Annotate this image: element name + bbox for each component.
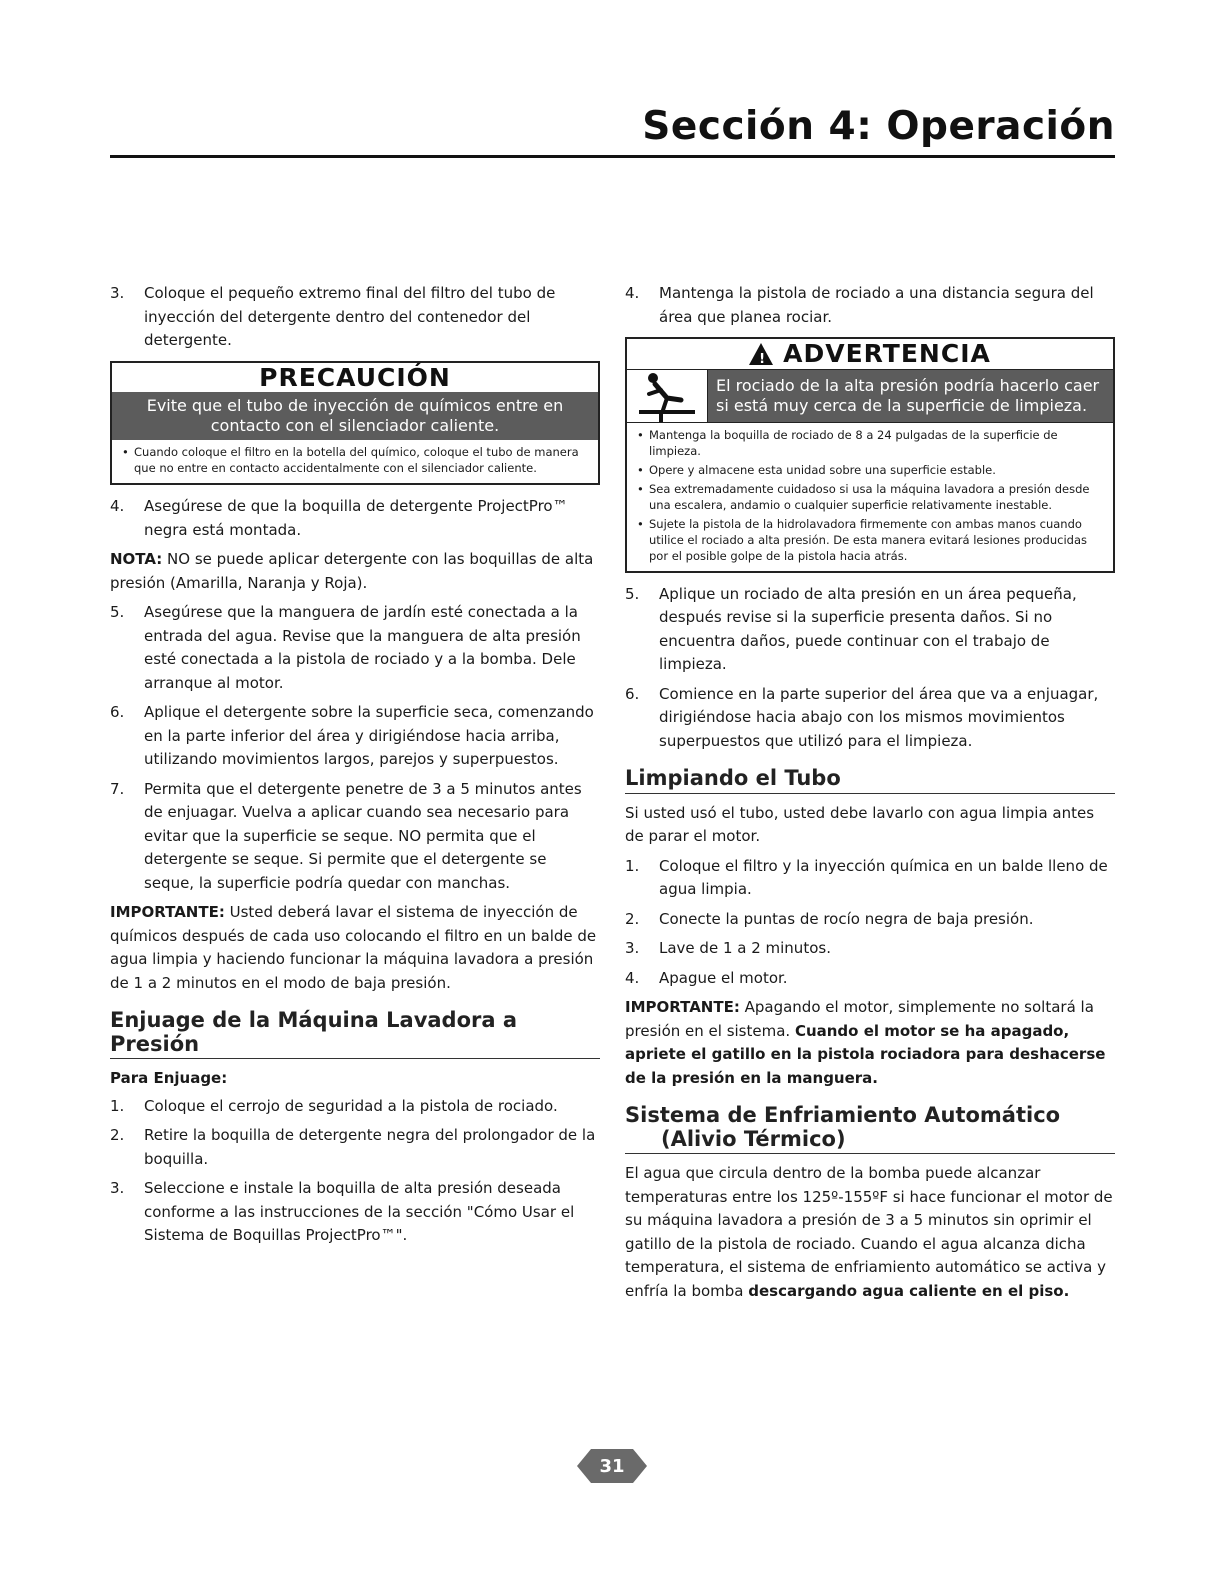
warning-banner: El rociado de la alta presión podría hacerlo caer si está muy cerca de la superficie de limpieza. [708, 370, 1113, 422]
step-text: Permita que el detergente penetre de 3 a 5 minutos antes de enjuagar. Vuelva a aplicar cuando sea necesario para evitar que la superficie se seque. NO permita que el detergente se seque. Si permite que el detergente se seque, la superficie podría quedar con manchas. [144, 779, 582, 892]
cooling-paragraph [625, 1162, 1115, 1303]
cooling-text: El agua que circula dentro de la bomba puede alcanzar temperaturas entre los 125º-155ºF si hace funcionar el motor de su máquina lavadora a presión de 3 a 5 minutos sin oprimir el gatillo de la pistola de rociado. Cuando el agua alcanza dicha temperatura, el sistema de enfriamiento automático se activa y enfría la bomba [625, 1164, 1113, 1300]
warning-title: ADVERTENCIA [783, 339, 991, 368]
step-text: Comience en la parte superior del área que va a enjuagar, dirigiéndose hacia abajo con los mismos movimientos superpuestos que utilizó para el limpieza. [659, 684, 1099, 750]
step-text: Aplique el detergente sobre la superficie seca, comenzando en la parte inferior del área y dirigiéndose hacia arriba, utilizando movimientos largos, parejos y superpuestos. [144, 703, 594, 768]
left-column [110, 282, 600, 1254]
step-item [110, 1177, 600, 1248]
tube-heading: Limpiando el Tubo [625, 767, 1115, 794]
important-text: Usted deberá lavar el sistema de inyección de químicos después de cada uso colocando el filtro en un balde de agua limpia y haciendo funcionar la máquina lavadora a presión de 1 a 2 minutos en el modo de baja presión. [110, 903, 597, 992]
step-item [625, 583, 1115, 677]
step-number: 1. [110, 1096, 125, 1115]
step-item [625, 967, 1115, 991]
step-item [625, 282, 1115, 329]
step-text: Seleccione e instale la boquilla de alta presión deseada conforme a las instrucciones de la sección "Cómo Usar el Sistema de Boquillas ProjectPro™". [144, 1179, 575, 1244]
note-paragraph [110, 548, 600, 595]
step-item [110, 1124, 600, 1171]
important-bold-text: Cuando el motor se ha apagado, apriete el gatillo en la pistola rociadora para deshacerse de la presión en la manguera. [625, 1021, 1106, 1087]
list-item [635, 427, 1105, 459]
caution-list [112, 440, 598, 483]
step-number: 3. [110, 1179, 125, 1197]
step-number: 6. [625, 684, 640, 703]
step-item [110, 282, 600, 353]
step-item [110, 1095, 600, 1119]
note-text: NO se puede aplicar detergente con las boquillas de alta presión (Amarilla, Naranja y Roja). [110, 550, 594, 592]
section-title: Sección 4: Operación [642, 104, 1115, 149]
step-number: 2. [625, 909, 640, 928]
step-text: Asegúrese que la manguera de jardín esté conectada a la entrada del agua. Revise que la manguera de alta presión esté conectada a la pistola de rociado y a la bomba. Dele arranque al motor. [144, 603, 581, 692]
step-text: Lave de 1 a 2 minutos. [659, 939, 831, 957]
important-paragraph [110, 901, 600, 995]
step-item [625, 683, 1115, 754]
step-item [110, 601, 600, 695]
note-label: NOTA: [110, 550, 163, 568]
important-label: IMPORTANTE: [625, 998, 740, 1016]
falling-person-icon [627, 370, 708, 422]
warning-list [627, 423, 1113, 571]
step-text: Aplique un rociado de alta presión en un área pequeña, después revise si la superficie presenta daños. Si no encuentra daños, puede continuar con el trabajo de limpieza. [659, 584, 1077, 673]
list-item-text: Cuando coloque el filtro en la botella del químico, coloque el tubo de manera que no entre en contacto accidentalmente con el silenciador caliente. [134, 445, 579, 475]
step-number: 1. [625, 856, 640, 875]
step-text: Apague el motor. [659, 968, 788, 987]
warning-header [627, 339, 1113, 369]
rinse-subheading: Para Enjuage: [110, 1069, 228, 1087]
step-text: Asegúrese de que la boquilla de detergente ProjectPro™ negra está montada. [144, 497, 568, 539]
important-label: IMPORTANTE: [110, 903, 225, 921]
rinse-heading: Enjuage de la Máquina Lavadora a Presión [110, 1009, 600, 1059]
step-text: Coloque el pequeño extremo final del filtro del tubo de inyección del detergente dentro del contenedor del detergente. [144, 284, 556, 349]
important-text: Apagando el motor, simplemente no soltará la presión en el sistema. [625, 998, 1094, 1040]
step-number: 6. [110, 703, 125, 721]
cooling-heading [625, 1104, 1115, 1154]
bullet-icon: • [637, 462, 644, 477]
step-item [625, 937, 1115, 961]
list-item-text: Sujete la pistola de la hidrolavadora firmemente con ambas manos cuando utilice el rociado a alta presión. De esta manera evitará lesiones producidas por el posible golpe de la pistola hacia atrás. [649, 516, 1087, 563]
caution-box [110, 361, 600, 486]
step-item [110, 701, 600, 772]
list-item [635, 462, 1105, 478]
important-paragraph [625, 996, 1115, 1090]
step-number: 4. [625, 284, 640, 302]
bullet-icon: • [637, 481, 644, 496]
caution-banner: Evite que el tubo de inyección de químicos entre en contacto con el silenciador caliente. [112, 392, 598, 440]
step-number: 2. [110, 1126, 125, 1144]
warning-triangle-icon: ! [749, 343, 773, 365]
step-text: Coloque el filtro y la inyección química en un balde lleno de agua limpia. [659, 856, 1108, 898]
cooling-heading-line1: Sistema de Enfriamiento Automático [625, 1103, 1061, 1127]
list-item [120, 444, 590, 476]
step-number: 5. [110, 603, 125, 621]
bullet-icon: • [122, 445, 129, 459]
step-item [625, 908, 1115, 932]
step-item [110, 495, 600, 542]
tube-intro: Si usted usó el tubo, usted debe lavarlo con agua limpia antes de parar el motor. [625, 803, 1095, 845]
step-number: 7. [110, 779, 125, 798]
cooling-bold-text: descargando agua caliente en el piso. [748, 1281, 1070, 1300]
list-item [635, 516, 1105, 564]
bullet-icon: • [637, 516, 644, 531]
list-item-text: Opere y almacene esta unidad sobre una superficie estable. [649, 462, 996, 477]
right-column [625, 282, 1115, 1309]
bullet-icon: • [637, 427, 644, 442]
step-text: Retire la boquilla de detergente negra del prolongador de la boquilla. [144, 1126, 596, 1168]
page-number: 31 [599, 1455, 625, 1477]
warning-banner-row [627, 369, 1113, 423]
step-text: Conecte la puntas de rocío negra de baja presión. [659, 909, 1034, 928]
cooling-heading-line2: (Alivio Térmico) [661, 1126, 846, 1151]
step-item [110, 778, 600, 896]
step-number: 5. [625, 584, 640, 603]
header-rule [110, 155, 1115, 158]
warning-box [625, 337, 1115, 573]
step-number: 3. [625, 939, 640, 957]
step-number: 4. [110, 497, 125, 515]
step-text: Coloque el cerrojo de seguridad a la pistola de rociado. [144, 1096, 558, 1115]
page-number-badge [577, 1445, 647, 1487]
caution-title: PRECAUCIÓN [259, 362, 451, 392]
step-text: Mantenga la pistola de rociado a una distancia segura del área que planea rociar. [659, 284, 1094, 326]
list-item-text: Sea extremadamente cuidadoso si usa la máquina lavadora a presión desde una escalera, andamio o cualquier superficie relativamente inestable. [649, 481, 1090, 512]
list-item-text: Mantenga la boquilla de rociado de 8 a 24 pulgadas de la superficie de limpieza. [649, 427, 1058, 458]
step-item [625, 855, 1115, 902]
list-item [635, 481, 1105, 513]
step-number: 3. [110, 284, 125, 302]
step-number: 4. [625, 968, 640, 987]
